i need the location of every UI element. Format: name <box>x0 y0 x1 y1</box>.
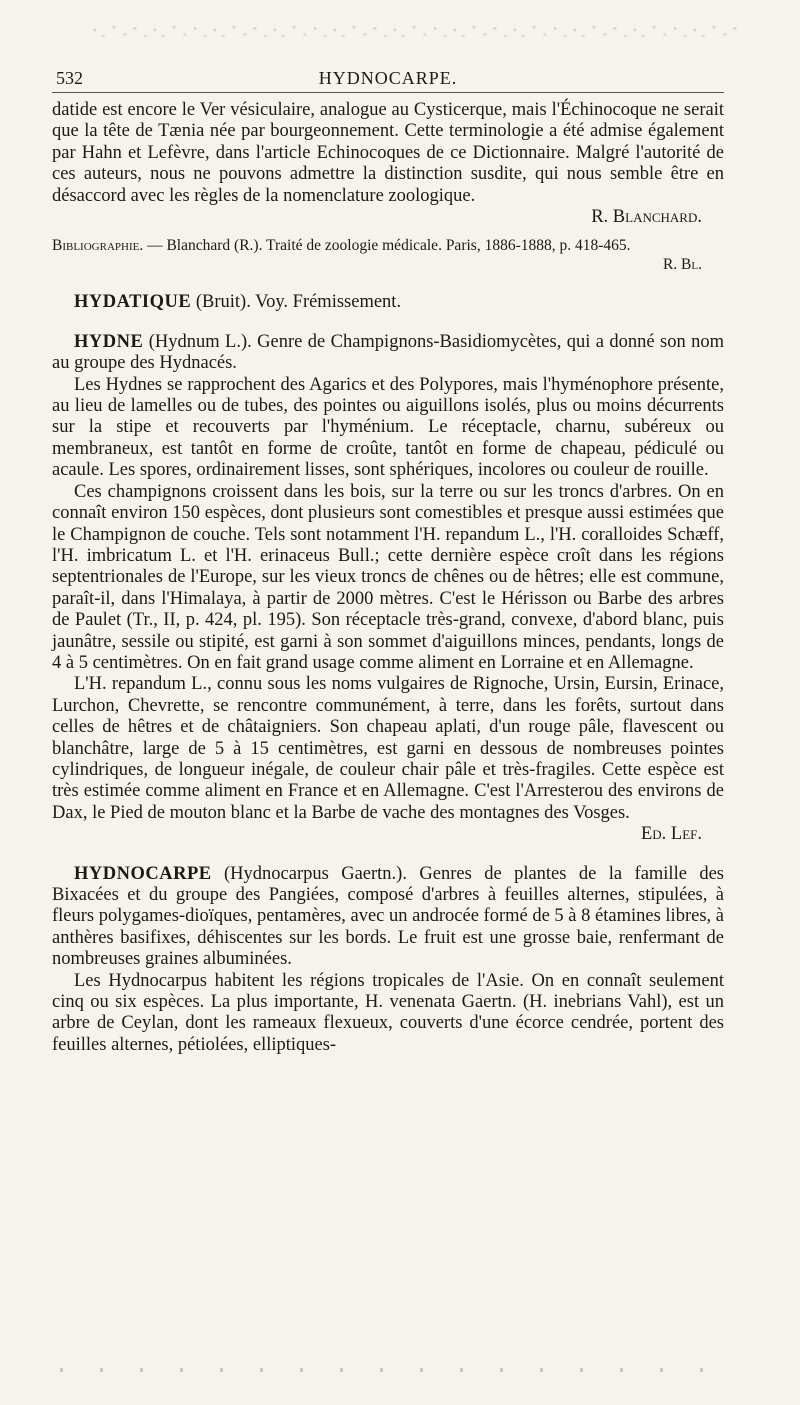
page <box>52 0 724 1405</box>
entry-hydnocarpe <box>52 864 724 971</box>
running-head: HYDNOCARPE. <box>318 68 458 88</box>
body-text <box>52 100 724 1056</box>
bibliography <box>52 236 724 255</box>
scan-noise-bottom <box>60 1368 720 1372</box>
entry-hydne <box>52 332 724 375</box>
bibliography-label: Bibliographie. <box>52 237 144 255</box>
hydne-p4: L'H. repandum L., connu sous les noms vulgaires de Rignoche, Ursin, Eursin, Erinace, Lurchon, Chevrette, se rencontre communément, à terre, dans les forêts, surtout dans celles de hêtres et de châtaigniers. Son chapeau aplati, d'un rouge pâle, flavescent ou blanchâtre, large de 5 à 15 centimètres, est garni en dessous de nombreuses pointes cylindriques, de longueur inégale, de couleur chair pâle et très-fragiles. Cette espèce est très estimée comme aliment en France et en Allemagne. C'est l'Arresterou des environs de Dax, le Pied de mouton blanc et la Barbe de vache des montagnes des Vosges. <box>52 674 724 823</box>
headword-hydne: HYDNE <box>74 331 144 352</box>
hydne-p2: Les Hydnes se rapprochent des Agarics et des Polypores, mais l'hyménophore présente, au lieu de lamelles ou de tubes, des pointes ou aiguillons isolés, plus ou moins décurrents sur la stipe et recouverts par l'hyménium. Le réceptacle, charnu, subéreux ou membraneux, est tantôt en forme de croûte, tantôt en forme de chapeau, pédiculé ou acaule. Les spores, ordinairement lisses, sont sphériques, incolores ou couleur de rouille. <box>52 374 724 481</box>
hydnocarpe-p2: Les Hydnocarpus habitent les régions tropicales de l'Asie. On en connaît seulement cinq ou six espèces. La plus importante, H. venenata Gaertn. (H. inebrians Vahl), est un arbre de Ceylan, dont les rameaux flexueux, couverts d'une écorce cendrée, portent des feuilles alternes, pétiolées, elliptiques- <box>52 970 724 1055</box>
headword-hydnocarpe: HYDNOCARPE <box>74 863 212 884</box>
entry-hydatique <box>52 292 724 313</box>
headword-hydatique: HYDATIQUE <box>74 292 192 313</box>
bibliography-text: — Blanchard (R.). Traité de zoologie médicale. Paris, 1886-1888, p. 418-465. <box>143 237 631 255</box>
echino-paragraph: datide est encore le Ver vésiculaire, analogue au Cysticerque, mais l'Échinocoque ne serait que la tête de Tænia née par bourgeonnement. Cette terminologie a été admise également par Hahn et Lefèvre, dans l'article Echinocoques de ce Dictionnaire. Malgré l'autorité de ces auteurs, nous ne pouvons admettre la distinction susdite, qui nous semble être en désaccord avec les règles de la nomenclature zoologique. <box>52 100 724 206</box>
hydnocarpe-p1: (Hydnocarpus Gaertn.). Genres de plantes de la famille des Bixacées et du groupe des Pangiées, composé d'arbres à feuilles alternes, stipulées, à fleurs polygames-dioïques, pentamères, avec un androcée formé de 5 à 8 étamines libres, à anthères basifixes, déhiscentes sur les bords. Le fruit est une grosse baie, renfermant de nombreuses graines albuminées. <box>52 863 724 970</box>
hydne-p3: Ces champignons croissent dans les bois, sur la terre ou sur les troncs d'arbres. On en connaît environ 150 espèces, dont plusieurs sont comestibles et presque aussi estimées que le Champignon de couche. Tels sont notamment l'H. repandum L., l'H. coralloides Schæff, l'H. imbricatum L. et l'H. erinaceus Bull.; cette dernière espèce croît dans les régions septentrionales de l'Europe, sur les vieux troncs de chênes ou de hêtres; elle est commune, paraît-il, dans l'Himalaya, à partir de 2000 mètres. C'est le Hérisson ou Barbe des arbres de Paulet (Tr., II, p. 424, pl. 195). Son réceptacle très-grand, convexe, d'abord blanc, puis jaunâtre, sessile ou stipité, est garni à son sommet d'aiguillons minces, pendants, longs de 4 à 5 centimètres. On en fait grand usage comme aliment en Lorraine et en Allemagne. <box>52 481 724 673</box>
page-number: 532 <box>56 68 83 88</box>
signature-bl: R. Bl. <box>662 256 702 274</box>
hydne-p1: (Hydnum L.). Genre de Champignons-Basidiomycètes, qui a donné son nom au groupe des Hydnacés. <box>52 331 724 374</box>
signature-lef: Ed. Lef. <box>640 824 702 845</box>
signature-blanchard: R. Blanchard. <box>591 207 702 228</box>
hydatique-text: (Bruit). Voy. Frémissement. <box>191 292 402 313</box>
page-header <box>52 68 724 93</box>
